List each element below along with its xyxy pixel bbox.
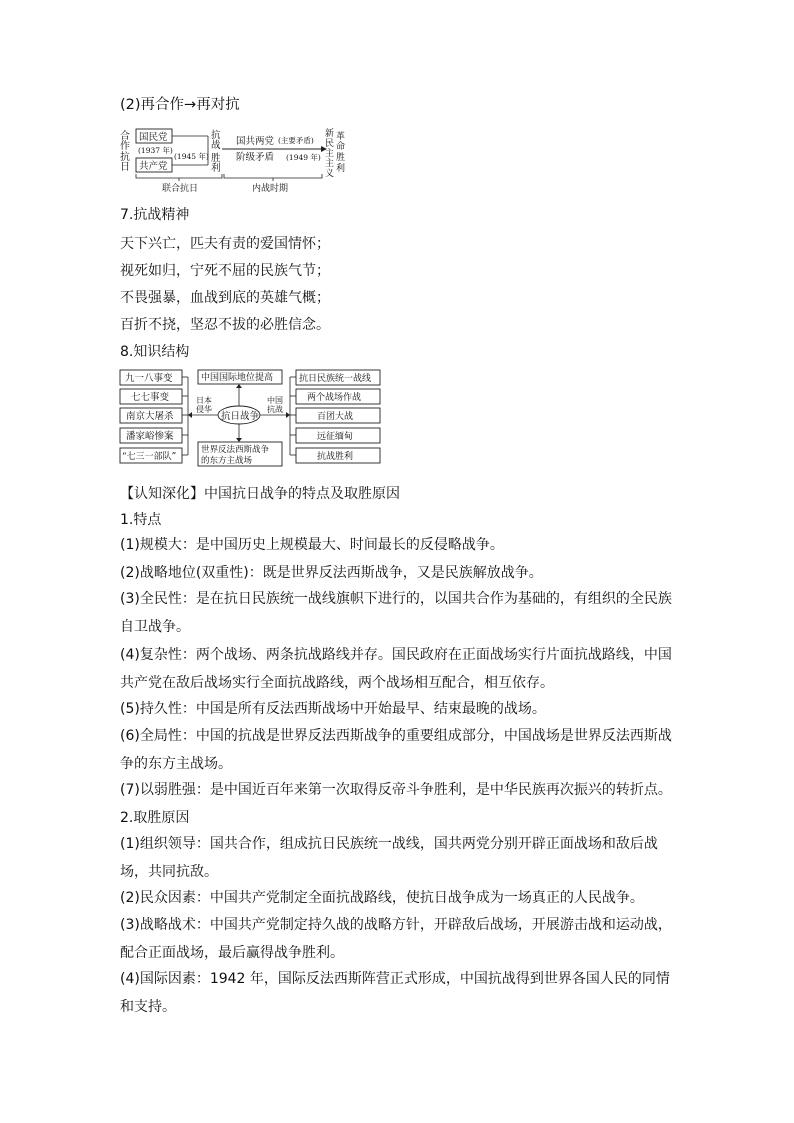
new-democracy-char: 新: [325, 129, 335, 139]
center-label: 抗日战争: [221, 411, 260, 422]
new-democracy-char: 主: [325, 159, 335, 169]
left-item-label: “七三一部队”: [122, 452, 177, 462]
left-item-label: 九一八事变: [125, 373, 173, 384]
united-brace: [136, 174, 222, 178]
left-item-label: 潘家峪惨案: [126, 431, 174, 442]
left-item-label: 七七事变: [131, 392, 170, 403]
feature-item: (3)全民性：是在抗日民族统一战线旗帜下进行的，以国共合作为基础的，有组织的全民族自卫战争。: [120, 591, 672, 635]
ccp-label: 共产党: [139, 161, 168, 172]
right-item-label: 百团大战: [317, 412, 354, 422]
feature-item: (5)持久性：中国是所有反法西斯战场中开始最早、结束最晚的战场。: [120, 701, 546, 717]
section-heading-structure: 8.知识结构: [120, 344, 190, 360]
reason-item: (3)战略战术：中国共产党制定持久战的战略方针，开辟敌后战场，开展游击战和运动战，配合正面战场，最后赢得战争胜利。: [120, 917, 672, 961]
right-item-label: 抗战胜利: [317, 452, 354, 462]
kmt-ccp-label: 国共两党: [236, 136, 275, 147]
year-1949-label: (1949 年): [286, 153, 321, 162]
spirit-line: 视死如归，宁死不屈的民族气节；: [120, 263, 330, 279]
bottom-box-label: 世界反法西斯战争: [201, 445, 270, 455]
revolution-char: 革: [336, 132, 346, 142]
revolution-char: 胜: [336, 153, 346, 163]
victory-char: 抗: [211, 130, 221, 141]
right-edge-label: 抗战: [267, 405, 283, 414]
right-edge-label: 中国: [267, 396, 283, 405]
features-heading: 1.特点: [120, 512, 162, 528]
new-democracy-char: 主: [325, 149, 335, 159]
left-edge-label: 侵华: [196, 405, 212, 414]
victory-char: 战: [211, 140, 221, 151]
bottom-box-label: 的东方主战场: [201, 456, 253, 466]
feature-item: (4)复杂性：两个战场、两条抗战路线并存。国民政府在正面战场实行片面抗战路线，中国共产党在敌后战场实行全面抗战路线，两个战场相互配合，相互依存。: [120, 647, 672, 691]
new-democracy-char: 民: [325, 139, 335, 149]
civil-war-brace: [224, 174, 322, 178]
kmt-label: 国民党: [139, 132, 168, 143]
label-cooperate-char: 日: [120, 162, 130, 173]
reason-item: (1)组织领导：国共合作，组成抗日民族统一战线，国共两党分别开辟正面战场和敌后战场，共同抗敌。: [120, 836, 658, 880]
year-1937-label: (1937 年): [138, 146, 173, 155]
section-heading-cooperation: (2)再合作→再对抗: [120, 97, 240, 113]
spirit-line: 不畏强暴，血战到底的英雄气概；: [120, 290, 330, 306]
knowledge-structure-diagram: [118, 366, 384, 468]
top-box-label: 中国国际地位提高: [201, 373, 274, 383]
year-1945-label: (1945 年): [174, 152, 209, 161]
feature-item: (7)以弱胜强：是中国近百年来第一次取得反帝斗争胜利，是中华民族再次振兴的转折点。: [120, 782, 672, 798]
label-cooperate-char: 抗: [120, 152, 130, 163]
cooperation-confrontation-diagram: [118, 126, 358, 194]
main-conflict-label: (主要矛盾): [278, 136, 314, 145]
new-democracy-char: 义: [325, 169, 335, 179]
right-item-label: 抗日民族统一战线: [299, 374, 372, 384]
reason-item: (4)国际因素：1942 年，国际反法西斯阵营正式形成，中国抗战得到世界各国人民的同情和支持。: [120, 971, 670, 1015]
spirit-line: 天下兴亡，匹夫有责的爱国情怀；: [120, 236, 330, 252]
deepen-title: 【认知深化】中国抗日战争的特点及取胜原因: [120, 486, 400, 502]
class-conflict-label: 阶级矛盾: [236, 152, 275, 163]
spirit-line: 百折不挠，坚忍不拔的必胜信念。: [120, 317, 330, 333]
victory-char: 利: [211, 163, 221, 174]
left-edge-label: 日本: [196, 396, 212, 405]
left-item-label: 南京大屠杀: [126, 411, 174, 422]
revolution-char: 利: [336, 164, 346, 174]
reasons-heading: 2.取胜原因: [120, 810, 190, 826]
label-cooperate-char: 作: [120, 141, 130, 152]
right-item-label: 远征缅甸: [317, 432, 354, 442]
victory-char: 胜: [211, 153, 221, 164]
feature-item: (2)战略地位(双重性)：既是世界反法西斯战争，又是民族解放战争。: [120, 565, 543, 581]
label-cooperate-char: 合: [120, 131, 130, 142]
civil-war-label: 内战时期: [252, 184, 289, 194]
reason-item: (2)民众因素：中国共产党制定全面抗战路线，使抗日战争成为一场真正的人民战争。: [120, 890, 644, 906]
revolution-char: 命: [336, 142, 346, 152]
feature-item: (1)规模大：是中国历史上规模最大、时间最长的反侵略战争。: [120, 537, 504, 553]
feature-item: (6)全局性：中国的抗战是世界反法西斯战争的重要组成部分，中国战场是世界反法西斯战争的东方主战场。: [120, 728, 672, 772]
united-label: 联合抗日: [162, 184, 199, 194]
right-item-label: 两个战场作战: [307, 393, 362, 403]
section-heading-spirit: 7.抗战精神: [120, 207, 190, 223]
